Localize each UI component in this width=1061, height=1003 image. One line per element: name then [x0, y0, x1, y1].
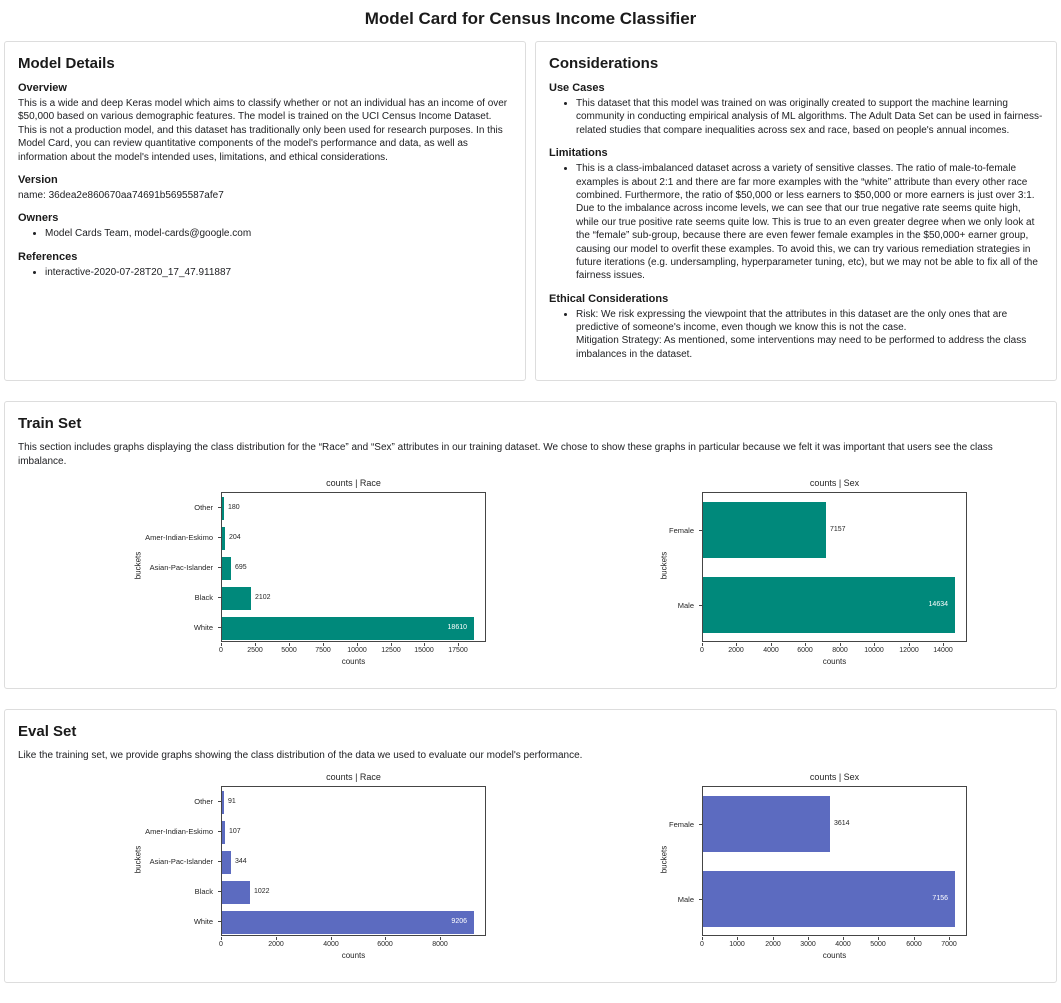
- chart-title: counts | Race: [326, 478, 381, 489]
- y-tick: [699, 899, 702, 900]
- bar: [222, 911, 474, 934]
- x-tick-label: 8000: [432, 941, 448, 949]
- chart-title: counts | Race: [326, 772, 381, 783]
- references-heading: References: [18, 250, 78, 263]
- y-tick: [218, 831, 221, 832]
- bar: [703, 871, 955, 927]
- x-tick: [391, 643, 392, 646]
- version-text: name: 36dea2e860670aa74691b5695587afe7: [18, 189, 224, 201]
- y-tick-label: Male: [677, 895, 694, 905]
- y-tick-label: Asian-Pac-Islander: [149, 857, 213, 867]
- bar-value-label: 9206: [451, 918, 467, 926]
- x-tick-label: 7000: [941, 941, 957, 949]
- owners-heading: Owners: [18, 212, 59, 225]
- x-tick: [221, 937, 222, 940]
- eval-set-title: Eval Set: [18, 723, 77, 741]
- y-tick-label: Amer-Indian-Eskimo: [145, 827, 213, 837]
- bar: [222, 557, 231, 580]
- limitations-heading: Limitations: [549, 147, 608, 160]
- bar: [222, 527, 225, 550]
- y-tick: [699, 824, 702, 825]
- y-tick-label: Other: [194, 503, 213, 513]
- train-set-section: [4, 401, 1057, 689]
- y-tick: [699, 605, 702, 606]
- list-item: • Model Cards Team, model-cards@google.com: [45, 227, 512, 240]
- plot-area: [702, 786, 967, 936]
- version-heading: Version: [18, 173, 58, 186]
- list-item: [576, 308, 1043, 362]
- x-tick: [424, 643, 425, 646]
- train-set-title: Train Set: [18, 415, 82, 433]
- ethical-considerations-list: [549, 308, 1043, 362]
- y-tick: [699, 530, 702, 531]
- bar: [703, 796, 830, 852]
- x-tick-label: 4000: [323, 941, 339, 949]
- y-axis-label: buckets: [133, 551, 143, 580]
- bar-value-label: 107: [229, 828, 241, 836]
- model-details-card: [4, 41, 526, 381]
- bar: [222, 881, 250, 904]
- y-tick-label: White: [193, 623, 213, 633]
- train-sex-chart: [658, 478, 983, 676]
- bar-value-label: 1022: [254, 888, 270, 896]
- x-tick: [702, 937, 703, 940]
- y-tick: [218, 861, 221, 862]
- y-tick-label: Female: [668, 820, 694, 830]
- bar: [222, 497, 224, 520]
- y-axis-label: buckets: [659, 551, 669, 580]
- y-tick-label: White: [193, 917, 213, 927]
- x-tick-label: 14000: [933, 647, 953, 655]
- y-tick-label: Asian-Pac-Islander: [149, 563, 213, 573]
- x-tick-label: 10000: [864, 647, 884, 655]
- train-race-chart: [132, 478, 502, 676]
- plot-area: [702, 492, 967, 642]
- top-cards-row: [4, 41, 1057, 381]
- chart-title: counts | Sex: [809, 772, 860, 783]
- bar-value-label: 7157: [830, 526, 846, 534]
- eval-sex-chart: [658, 772, 983, 970]
- considerations-card: [535, 41, 1057, 381]
- considerations-title: Considerations: [549, 55, 659, 72]
- x-tick: [276, 937, 277, 940]
- owners-list: [18, 227, 512, 240]
- bar: [222, 617, 474, 640]
- x-tick: [736, 643, 737, 646]
- bar: [703, 577, 955, 633]
- y-tick-label: Male: [677, 601, 694, 611]
- bar: [222, 821, 225, 844]
- x-tick-label: 8000: [832, 647, 848, 655]
- plot-area: [221, 786, 486, 936]
- bar: [222, 851, 231, 874]
- bar-value-label: 2102: [255, 594, 271, 602]
- x-tick: [289, 643, 290, 646]
- x-tick: [808, 937, 809, 940]
- mitigation-line: Mitigation Strategy: As mentioned, some interventions may need to be performed to address the class imbalances in the dataset.: [576, 335, 1027, 360]
- x-tick-label: 10000: [347, 647, 367, 655]
- x-tick-label: 0: [219, 941, 223, 949]
- x-tick: [440, 937, 441, 940]
- use-cases-list: [549, 97, 1043, 137]
- bar: [222, 587, 251, 610]
- x-tick-label: 0: [700, 941, 704, 949]
- y-tick-label: Amer-Indian-Eskimo: [145, 533, 213, 543]
- overview-text: This is a wide and deep Keras model which aims to classify whether or not an individual has an income of over $50,000 based on various demographic features. The model is trained on the UCI Census Income Dataset. This is not a production model, and this dataset has traditionally only been used for research purposes. In this Model Card, you can review quantitative components of the model's performance and data, as well as information about the model's intended uses, limitations, and ethical considerations.: [18, 98, 508, 163]
- y-tick: [218, 921, 221, 922]
- y-axis-label: buckets: [133, 846, 143, 874]
- x-tick: [771, 643, 772, 646]
- list-item: • This is a class-imbalanced dataset across a variety of sensitive classes. The ratio of male-to-female examples is about 2:1 and there are far more examples with the “white” attribute than every other race combined. Furthermore, the ratio of $50,000 or less earners to $50,000 or more earners is just over 3:1. Due to the imbalance across income levels, we can see that our true negative rate seems quite high, while our true positive rate seems quite low. This is true to an even greater degree when we only look at the “female” sub-group, because there are even fewer female examples in the $50,000+ earner group, causing our model to overfit these examples. To avoid this, we can try various remediation strategies in future iterations (e.g. undersampling, hyperparameter tuning, etc), but we may not be able to fix all of the fairness issues.: [576, 162, 1043, 283]
- overview-heading: Overview: [18, 82, 67, 94]
- x-axis-label: counts: [822, 657, 847, 667]
- y-tick: [218, 567, 221, 568]
- train-set-description: This section includes graphs displaying the class distribution for the “Race” and “Sex” attributes in our training dataset. We chose to show these graphs in particular because we felt it was important that users see the class imbalance.: [18, 442, 993, 467]
- x-axis-label: counts: [341, 657, 366, 667]
- y-tick: [218, 891, 221, 892]
- bar: [222, 791, 224, 814]
- eval-set-description: Like the training set, we provide graphs showing the class distribution of the data we used to evaluate our model's performance.: [18, 750, 583, 762]
- y-tick-label: Other: [194, 797, 213, 807]
- bar-value-label: 14634: [928, 601, 948, 609]
- x-tick-label: 7500: [315, 647, 331, 655]
- x-tick-label: 2500: [247, 647, 263, 655]
- y-axis-label: buckets: [659, 846, 669, 874]
- x-tick-label: 2000: [765, 941, 781, 949]
- chart-title: counts | Sex: [809, 478, 860, 489]
- x-axis-label: counts: [341, 951, 366, 961]
- ethical-considerations-heading: Ethical Considerations: [549, 292, 669, 305]
- bar-value-label: 204: [229, 534, 241, 542]
- plot-area: [221, 492, 486, 642]
- y-tick: [218, 597, 221, 598]
- train-charts-row: [18, 478, 1043, 678]
- x-tick-label: 5000: [870, 941, 886, 949]
- bar-value-label: 3614: [834, 820, 850, 828]
- x-tick: [385, 937, 386, 940]
- x-tick-label: 2000: [728, 647, 744, 655]
- y-tick: [218, 537, 221, 538]
- y-tick-label: Female: [668, 526, 694, 536]
- x-tick-label: 12000: [899, 647, 919, 655]
- use-cases-heading: Use Cases: [549, 82, 605, 94]
- limitations-list: [549, 162, 1043, 283]
- x-tick-label: 5000: [281, 647, 297, 655]
- x-tick: [878, 937, 879, 940]
- x-tick: [874, 643, 875, 646]
- y-tick: [218, 801, 221, 802]
- y-tick: [218, 507, 221, 508]
- x-axis-label: counts: [822, 951, 847, 961]
- x-tick-label: 0: [700, 647, 704, 655]
- x-tick: [458, 643, 459, 646]
- x-tick-label: 0: [219, 647, 223, 655]
- eval-set-section: [4, 709, 1057, 983]
- x-tick-label: 4000: [835, 941, 851, 949]
- x-tick: [949, 937, 950, 940]
- x-tick: [843, 937, 844, 940]
- x-tick-label: 12500: [381, 647, 401, 655]
- y-tick-label: Black: [194, 593, 213, 603]
- list-item: • This dataset that this model was trained on was originally created to support the machine learning community in conducting empirical analysis of ML algorithms. The Adult Data Set can be used in fairness-related studies that compare inequalities across sex and race, based on people's annual incomes.: [576, 97, 1043, 137]
- x-tick: [357, 643, 358, 646]
- y-tick-label: Black: [194, 887, 213, 897]
- x-tick: [840, 643, 841, 646]
- x-tick-label: 6000: [377, 941, 393, 949]
- x-tick: [943, 643, 944, 646]
- x-tick: [323, 643, 324, 646]
- x-tick: [805, 643, 806, 646]
- x-tick: [221, 643, 222, 646]
- x-tick-label: 6000: [906, 941, 922, 949]
- bar-value-label: 91: [228, 798, 236, 806]
- x-tick-label: 17500: [448, 647, 468, 655]
- bar-value-label: 180: [228, 504, 240, 512]
- eval-race-chart: [132, 772, 502, 970]
- x-tick-label: 4000: [763, 647, 779, 655]
- x-tick-label: 15000: [414, 647, 434, 655]
- model-details-title: Model Details: [18, 55, 115, 72]
- x-tick: [773, 937, 774, 940]
- page-title: Model Card for Census Income Classifier: [364, 9, 697, 28]
- bar: [703, 502, 826, 558]
- x-tick: [255, 643, 256, 646]
- x-tick: [909, 643, 910, 646]
- x-tick: [702, 643, 703, 646]
- bar-value-label: 695: [235, 564, 247, 572]
- references-list: [18, 266, 512, 279]
- x-tick: [914, 937, 915, 940]
- x-tick: [331, 937, 332, 940]
- x-tick-label: 1000: [729, 941, 745, 949]
- bar-value-label: 344: [235, 858, 247, 866]
- risk-line: • Risk: We risk expressing the viewpoint that the attributes in this dataset are the only ones that are predictive of someone's income, even though we know this is not the case.: [576, 308, 1008, 334]
- eval-charts-row: [18, 772, 1043, 972]
- bar-value-label: 18610: [447, 624, 467, 632]
- x-tick-label: 2000: [268, 941, 284, 949]
- x-tick-label: 6000: [797, 647, 813, 655]
- bar-value-label: 7156: [932, 895, 948, 903]
- list-item: • interactive-2020-07-28T20_17_47.911887: [45, 266, 512, 279]
- y-tick: [218, 627, 221, 628]
- x-tick-label: 3000: [800, 941, 816, 949]
- x-tick: [737, 937, 738, 940]
